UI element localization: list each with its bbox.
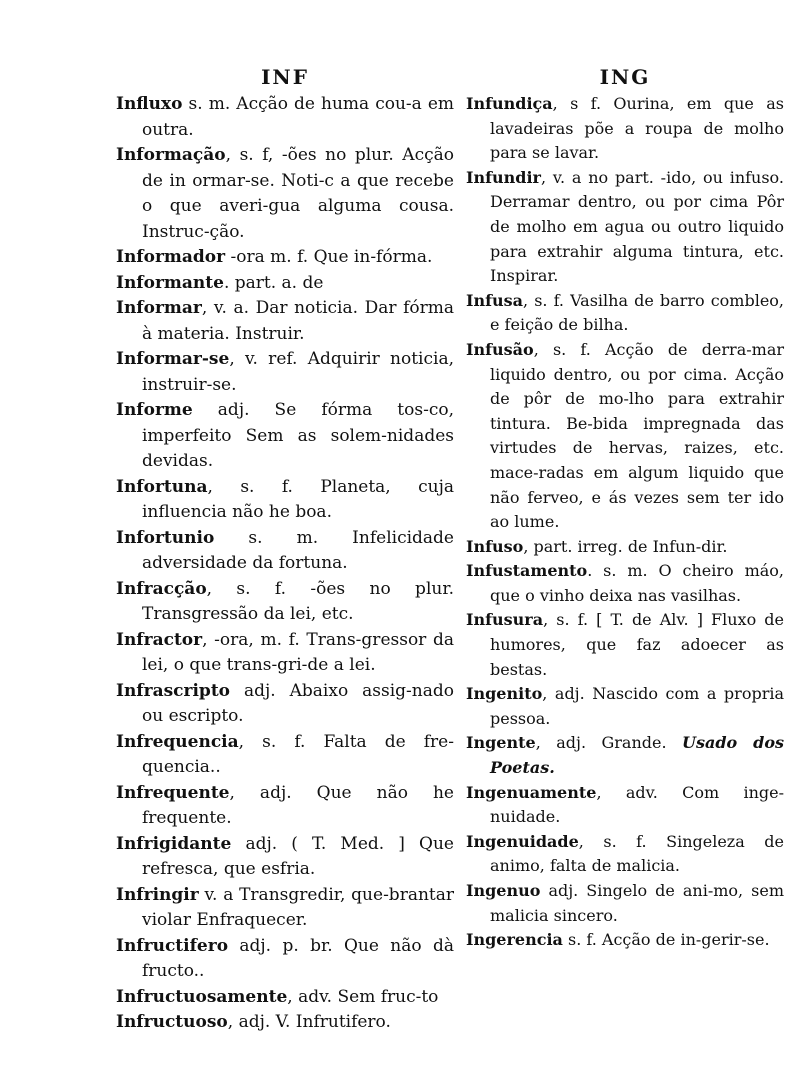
dictionary-entry <box>116 883 454 934</box>
entry-definition: adj. Se fórma tos-co, imperfeito Sem as solem-nidades devidas. <box>142 400 454 471</box>
left-column <box>116 62 454 1036</box>
entry-definition: , s. f, -ões no plur. Acção de in ormar-se. Noti-c a que recebe o que averi-gua alguma cousa. Instruc-ção. <box>142 145 454 242</box>
entry-headword: Ingerencia <box>466 930 563 950</box>
entry-definition: , s f. Ourina, em que as lavadeiras põe a roupa de molho para se lavar. <box>490 94 784 163</box>
entry-definition: -ora m. f. Que in-fórma. <box>225 247 433 267</box>
entry-definition: , s. f. Vasilha de barro combleo, e feição de bilha. <box>490 290 784 335</box>
entry-headword: Infuso <box>466 536 524 556</box>
dictionary-entry <box>466 682 784 731</box>
dictionary-entry <box>116 398 454 475</box>
entry-definition: , adj. V. Infrutifero. <box>227 1012 391 1032</box>
entry-definition: , adj. Que não he frequente. <box>142 782 454 828</box>
entry-definition: s. f. Acção de in-gerir-se. <box>562 930 770 950</box>
entry-definition: , s. f. -ões no plur. Transgressão da lei, etc. <box>142 578 454 624</box>
entry-headword: Infusura <box>466 610 544 630</box>
entry-headword: Informe <box>116 400 193 420</box>
dictionary-entry <box>116 92 454 143</box>
dictionary-entry <box>466 535 784 560</box>
dictionary-entry <box>466 608 784 682</box>
dictionary-entry <box>466 830 784 879</box>
entry-definition: , s. f. [ T. de Alv. ] Fluxo de humores, que faz adoecer as bestas. <box>490 610 784 679</box>
entry-headword: Influxo <box>116 94 183 114</box>
dictionary-entry <box>466 928 784 953</box>
entry-headword: Ingenuidade <box>466 831 579 851</box>
entry-definition: , part. irreg. de Infun-dir. <box>523 536 728 556</box>
dictionary-entry <box>466 338 784 535</box>
dictionary-entry <box>116 347 454 398</box>
entry-definition: , adv. Sem fruc-to <box>287 986 439 1007</box>
entry-headword: Infracção <box>116 578 207 599</box>
entry-definition: , v. a no part. -ido, ou infuso. Derramar dentro, ou por cima Pôr de molho em agua ou outro liquido para extrahir alguma tintura, etc. Inspirar. <box>490 167 784 286</box>
dictionary-entry <box>116 271 454 297</box>
entry-definition: , -ora, m. f. Trans-gressor da lei, o que trans-gri-de a lei. <box>142 629 454 675</box>
dictionary-entry <box>116 577 454 628</box>
dictionary-entry <box>466 92 784 166</box>
entry-headword: Infortuna <box>116 476 208 497</box>
entry-definition: adj. Abaixo assig-nado ou escripto. <box>142 680 454 726</box>
dictionary-entry <box>116 526 454 577</box>
dictionary-entry <box>116 296 454 347</box>
dictionary-entry <box>116 245 454 271</box>
entry-definition: , adj. Nascido com a propria pessoa. <box>490 684 784 728</box>
dictionary-entry <box>116 1010 454 1036</box>
entry-headword: Infundiça <box>466 94 553 113</box>
entry-definition: , s. f. Singeleza de animo, falta de malicia. <box>490 831 784 876</box>
dictionary-entry <box>466 289 784 338</box>
entry-definition: , v. a. Dar noticia. Dar fórma à materia. Instruir. <box>142 298 454 344</box>
dictionary-entry <box>116 730 454 781</box>
dictionary-entry <box>116 781 454 832</box>
entry-headword: Ingenuo <box>466 881 541 900</box>
entry-definition: s. m. Infelicidade adversidade da fortuna. <box>142 527 454 573</box>
dictionary-entry <box>466 879 784 928</box>
dictionary-entry <box>116 628 454 679</box>
entry-definition: v. a Transgredir, que-brantar violar Enfraquecer. <box>142 884 454 930</box>
entry-definition: , adj. Grande. <box>535 733 683 753</box>
entry-definition: s. m. Acção de huma cou-a em outra. <box>142 94 454 140</box>
dictionary-entry <box>116 143 454 245</box>
entry-headword: Infructuoso <box>116 1012 228 1032</box>
entry-headword: Informador <box>116 247 226 267</box>
entry-definition: , s. f. Planeta, cuja influencia não he boa. <box>142 476 454 522</box>
dictionary-entry <box>466 731 784 780</box>
entry-headword: Infustamento <box>466 561 588 581</box>
dictionary-entry <box>466 166 784 289</box>
entry-headword: Infractor <box>116 629 203 650</box>
entry-headword: Informante <box>116 272 224 293</box>
left-entry-list <box>116 92 454 1036</box>
entry-definition: , s. f. Falta de fre-quencia.. <box>142 731 454 777</box>
dictionary-entry <box>466 781 784 830</box>
entry-headword: Informação <box>116 145 226 165</box>
entry-headword: Infusão <box>466 339 534 359</box>
entry-definition: , adv. Com inge-nuidade. <box>490 782 784 827</box>
entry-definition: . part. a. de <box>223 272 324 293</box>
entry-definition: , s. f. Acção de derra-mar liquido dentro, ou por cima. Acção de pôr de mo-lho para extrahir tintura. Be-bida impregnada das virtudes de hervas, raizes, etc. mace-radas em algum liquido que não ferveo, e ás vezes sem ter ido ao lume. <box>490 339 784 532</box>
entry-definition: adj. p. br. Que não dà fructo.. <box>142 935 454 981</box>
entry-headword: Ingenuamente <box>466 782 597 802</box>
dictionary-entry <box>116 934 454 985</box>
entry-headword: Infrascripto <box>116 680 231 701</box>
entry-headword: Infructuosamente <box>116 986 288 1007</box>
entry-headword: Infrequente <box>116 782 230 803</box>
right-entry-list <box>466 92 784 953</box>
dictionary-entry <box>116 679 454 730</box>
dictionary-entry <box>466 559 784 608</box>
dictionary-entry <box>116 475 454 526</box>
dictionary-entry <box>116 832 454 883</box>
entry-headword: Infortunio <box>116 527 215 548</box>
right-running-header: ING <box>599 65 651 89</box>
entry-definition: adj. ( T. Med. ] Que refresca, que esfria. <box>142 833 454 879</box>
entry-headword: Informar-se <box>116 349 230 369</box>
entry-headword: Infrequencia <box>116 731 239 752</box>
entry-definition: , v. ref. Adquirir noticia, instruir-se. <box>142 349 454 395</box>
right-column <box>466 62 784 953</box>
dictionary-entry <box>116 985 454 1011</box>
entry-headword: Infructifero <box>116 935 229 956</box>
entry-definition: adj. Singelo de ani-mo, sem malicia sincero. <box>490 881 784 925</box>
entry-headword: Infundir <box>466 167 541 187</box>
entry-headword: Infrigidante <box>116 833 232 854</box>
entry-headword: Infringir <box>116 884 199 905</box>
entry-headword: Infusa <box>466 290 524 310</box>
entry-usage-note: Usado dos Poetas. <box>490 733 784 778</box>
entry-headword: Ingente <box>466 733 536 753</box>
entry-headword: Informar <box>116 298 202 318</box>
entry-definition: . s. m. O cheiro máo, que o vinho deixa nas vasilhas. <box>490 561 784 605</box>
left-running-header: INF <box>261 65 309 89</box>
entry-headword: Ingenito <box>466 684 543 704</box>
